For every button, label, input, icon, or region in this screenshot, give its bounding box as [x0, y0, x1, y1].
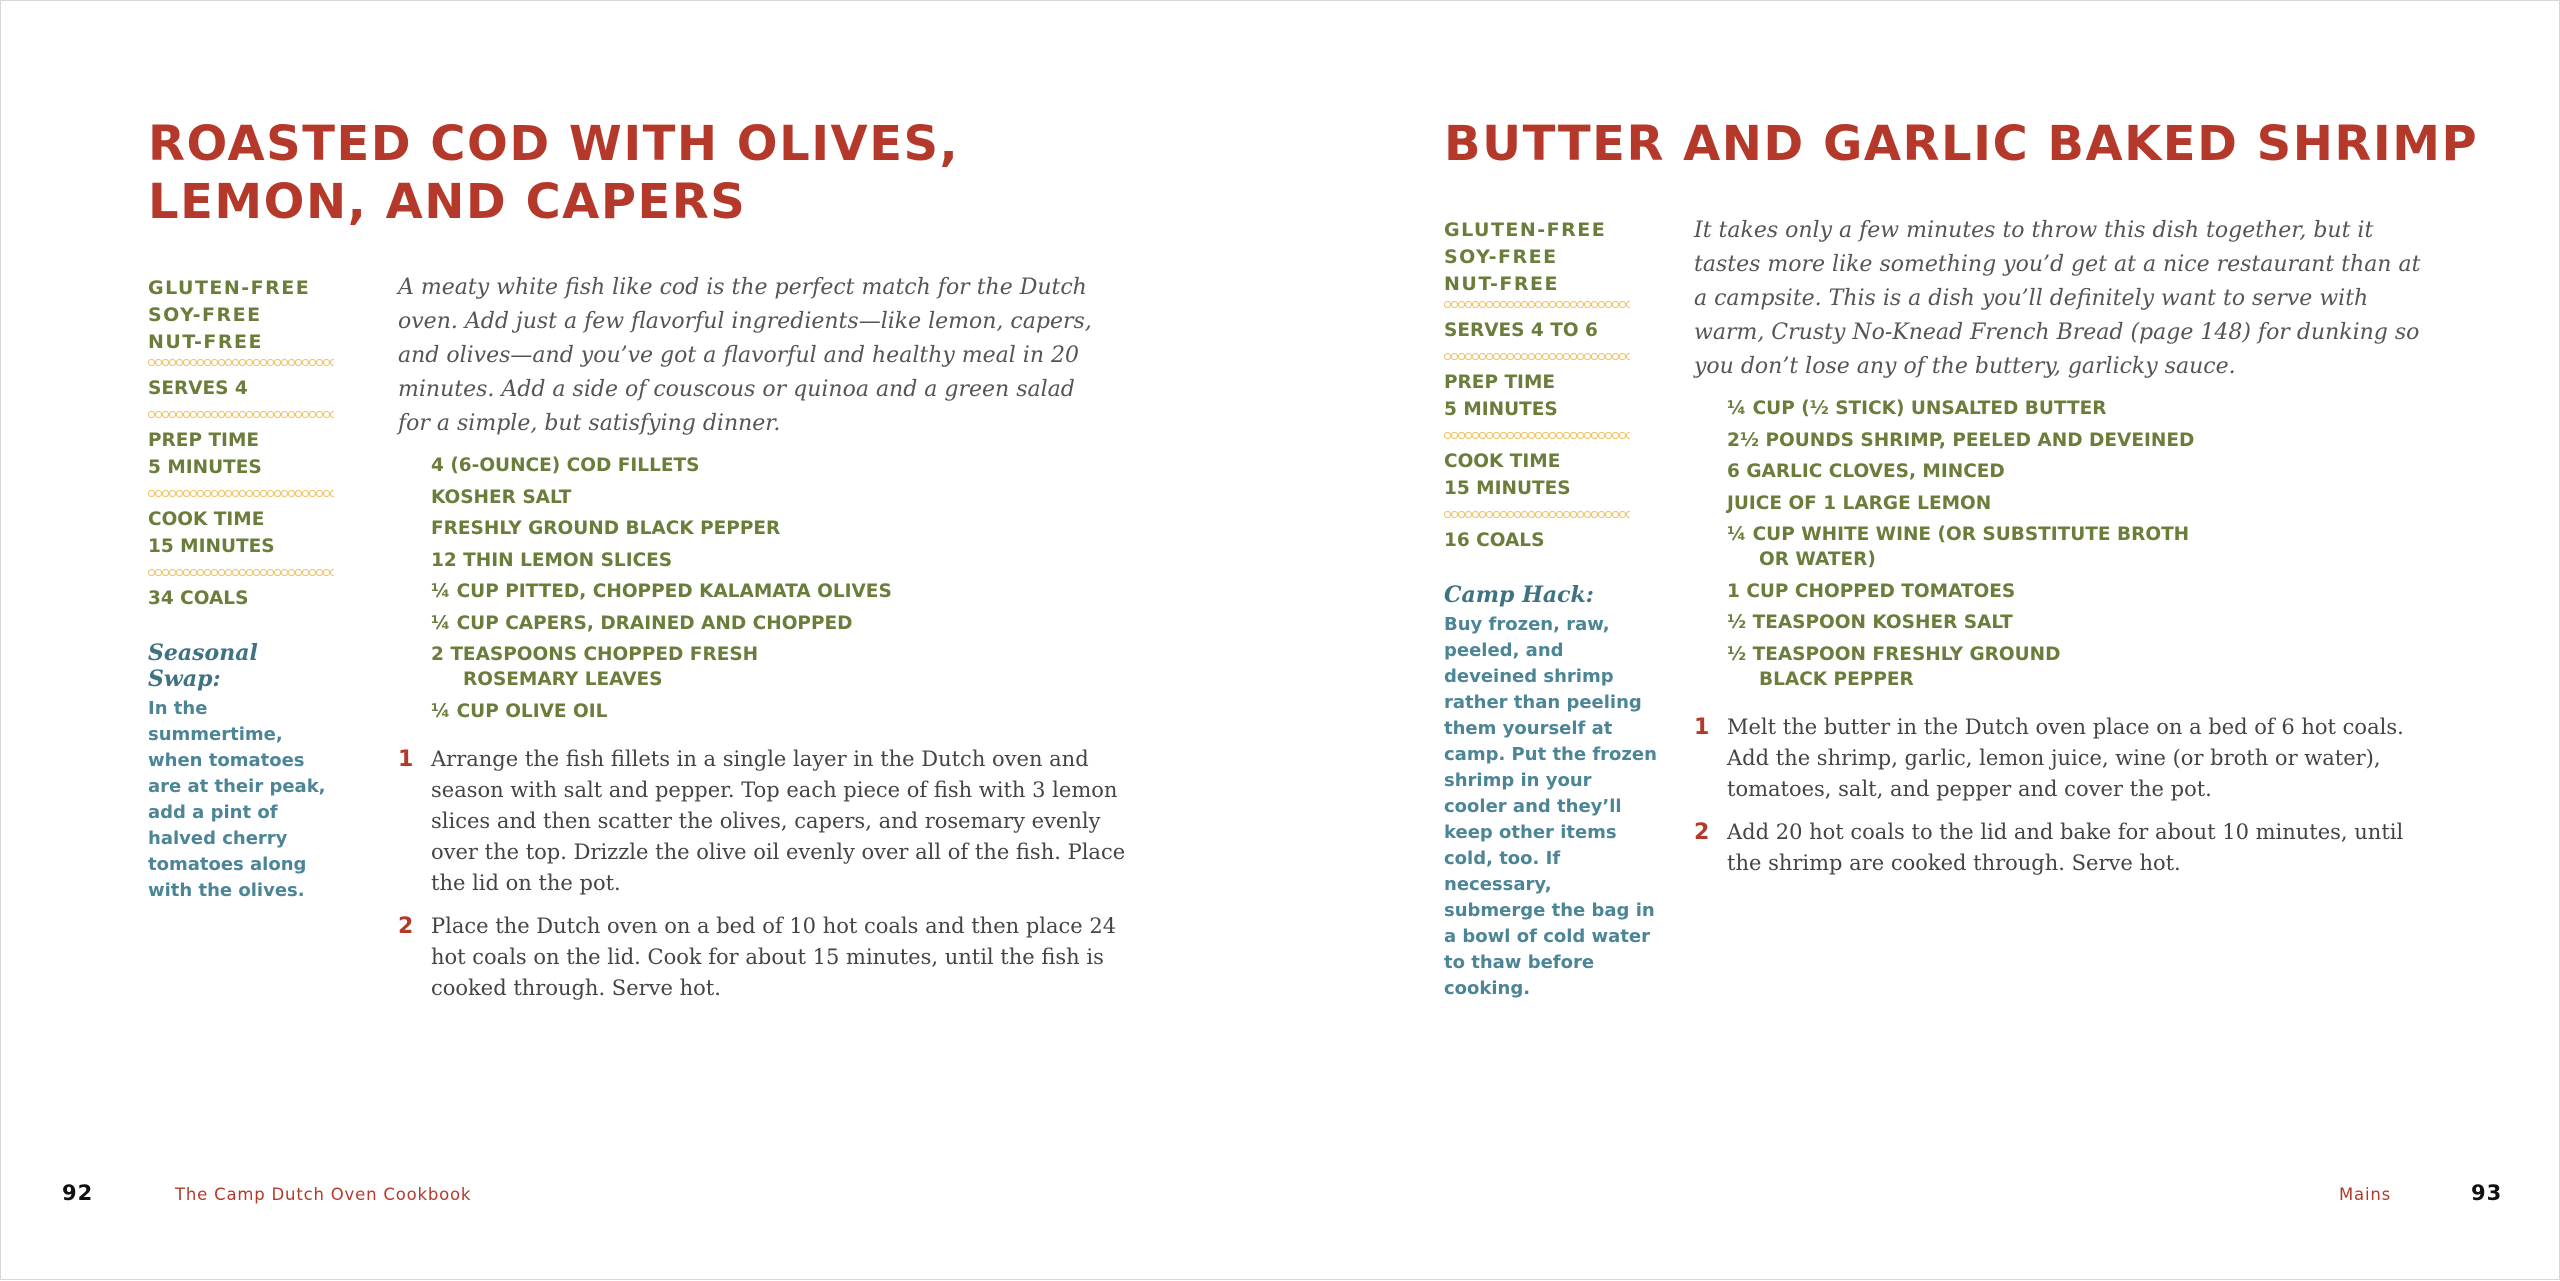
ingredient-item: ½ TEASPOON FRESHLY GROUND BLACK PEPPER — [1727, 643, 2061, 690]
prep-time — [1444, 363, 1659, 429]
wavy-divider — [148, 410, 334, 419]
recipe-title — [148, 115, 1048, 231]
prep-label: PREP TIME — [148, 430, 259, 451]
ingredient-item: KOSHER SALT — [431, 486, 572, 508]
step-number: 1 — [398, 746, 414, 772]
diet-tag: NUT-FREE — [148, 331, 263, 353]
recipe-intro: A meaty white fish like cod is the perfect match for the Dutch oven. Add just a few flavorful ingredients—like lemon, capers, and olives—and you’ve got a flavorful and healthy meal in 20 minutes. Add a side of couscous or quinoa and a green salad for a simple, but satisfying dinner. — [398, 275, 1092, 436]
diet-tag: SOY-FREE — [148, 304, 262, 326]
step-item — [398, 744, 1126, 899]
cook-label: COOK TIME — [148, 509, 265, 530]
ingredient-item: 1 CUP CHOPPED TOMATOES — [1727, 580, 2016, 602]
diet-tag: SOY-FREE — [1444, 246, 1558, 268]
diet-tag: GLUTEN-FREE — [1444, 219, 1607, 241]
wavy-divider — [148, 568, 334, 577]
wavy-divider — [1444, 300, 1630, 309]
title-line: LEMON, AND CAPERS — [148, 174, 747, 230]
cook-value: 15 MINUTES — [1444, 478, 1571, 499]
diet-tag: NUT-FREE — [1444, 273, 1559, 295]
step-text: Melt the butter in the Dutch oven place on a bed of 6 hot coals. Add the shrimp, garlic, lemon juice, wine (or broth or water), tomatoes, salt, and pepper and cover the pot. — [1727, 714, 2404, 801]
cook-value: 15 MINUTES — [148, 536, 275, 557]
wavy-divider — [1444, 510, 1630, 519]
cook-time — [1444, 442, 1659, 508]
ingredient-item: 2½ POUNDS SHRIMP, PEELED AND DEVEINED — [1727, 429, 2195, 451]
step-text: Add 20 hot coals to the lid and bake for about 10 minutes, until the shrimp are cooked through. Serve hot. — [1727, 819, 2404, 875]
right-page — [1281, 1, 2560, 1281]
ingredient-item: 6 GARLIC CLOVES, MINCED — [1727, 461, 2005, 482]
ingredient-item: ¼ CUP (½ STICK) UNSALTED BUTTER — [1727, 398, 2107, 419]
left-page — [1, 1, 1281, 1281]
ingredient-item: ¼ CUP PITTED, CHOPPED KALAMATA OLIVES — [431, 581, 892, 602]
ingredient-item: ¼ CUP OLIVE OIL — [431, 700, 608, 722]
recipe-intro: It takes only a few minutes to throw this dish together, but it tastes more like something you’d get at a nice restaurant than at a campsite. This is a dish you’ll definitely want to serve with warm, Crusty No-Knead French Bread (page 148) for dunking so you don’t lose any of the buttery, garlicky sauce. — [1694, 218, 2421, 379]
recipe-title — [1444, 115, 2524, 173]
step-item — [398, 911, 1118, 1004]
coals-count: 16 COALS — [1444, 530, 1545, 551]
diet-tag: GLUTEN-FREE — [148, 277, 311, 299]
serves: SERVES 4 — [148, 378, 248, 399]
step-item — [1694, 817, 2560, 879]
running-head: The Camp Dutch Oven Cookbook — [175, 1185, 472, 1204]
prep-time — [148, 421, 338, 487]
step-number: 1 — [1694, 714, 1710, 740]
ingredient-item: ½ TEASPOON KOSHER SALT — [1727, 612, 2013, 633]
serves: SERVES 4 TO 6 — [1444, 320, 1598, 341]
ingredient-item: 2 TEASPOONS CHOPPED FRESH ROSEMARY LEAVES — [431, 644, 759, 690]
tip-heading: Seasonal Swap: — [148, 640, 258, 692]
title-line: BUTTER AND GARLIC BAKED SHRIMP — [1444, 116, 2479, 172]
step-item — [1694, 712, 2560, 805]
ingredient-item: ¼ CUP WHITE WINE (OR SUBSTITUTE BROTH OR WATER) — [1727, 524, 2190, 570]
ingredient-list — [1727, 396, 2560, 692]
tip-body: In the summertime, when tomatoes are at their peak, add a pint of halved cherry tomatoes along with the olives. — [148, 698, 326, 901]
wavy-divider — [1444, 431, 1630, 440]
title-line: ROASTED COD WITH OLIVES, — [148, 116, 960, 172]
tip-body: Buy frozen, raw, peeled, and deveined shrimp rather than peeling them yourself at camp. Put the frozen shrimp in your cooler and they’ll keep other items cold, too. If necessary, submerge the bag in a bowl of cold water to thaw before cooking. — [1444, 614, 1657, 999]
ingredient-item: ¼ CUP CAPERS, DRAINED AND CHOPPED — [431, 612, 853, 634]
recipe-sidebar — [148, 275, 338, 904]
page-number: 92 — [62, 1181, 94, 1205]
coals-count: 34 COALS — [148, 588, 249, 609]
step-list — [1694, 712, 2560, 879]
prep-label: PREP TIME — [1444, 372, 1555, 393]
running-head: Mains — [2339, 1185, 2391, 1204]
recipe-main — [1694, 214, 2560, 891]
step-list — [398, 744, 1126, 1004]
ingredient-item: FRESHLY GROUND BLACK PEPPER — [431, 518, 781, 539]
step-text: Place the Dutch oven on a bed of 10 hot coals and then place 24 hot coals on the lid. Cook for about 15 minutes, until the fish is cooked through. Serve hot. — [431, 913, 1117, 1000]
page-number: 93 — [2471, 1181, 2503, 1205]
ingredient-item: JUICE OF 1 LARGE LEMON — [1727, 492, 1992, 514]
recipe-sidebar — [1444, 217, 1659, 1002]
step-number: 2 — [398, 913, 414, 939]
ingredient-list — [431, 453, 1118, 724]
cook-label: COOK TIME — [1444, 451, 1561, 472]
prep-value: 5 MINUTES — [1444, 399, 1558, 420]
ingredient-item: 12 THIN LEMON SLICES — [431, 549, 673, 571]
prep-value: 5 MINUTES — [148, 457, 262, 478]
cook-time — [148, 500, 338, 566]
wavy-divider — [148, 489, 334, 498]
ingredient-item: 4 (6-OUNCE) COD FILLETS — [431, 455, 700, 476]
step-number: 2 — [1694, 819, 1710, 845]
recipe-main — [398, 271, 1126, 1016]
step-text: Arrange the fish fillets in a single layer in the Dutch oven and season with salt and pepper. Top each piece of fish with 3 lemon slices and then scatter the olives, capers, and rosemary evenly over the top. Drizzle the olive oil evenly over all of the fish. Place the lid on the pot. — [431, 746, 1126, 895]
wavy-divider — [1444, 352, 1630, 361]
tip-heading: Camp Hack: — [1444, 582, 1594, 608]
wavy-divider — [148, 358, 334, 367]
